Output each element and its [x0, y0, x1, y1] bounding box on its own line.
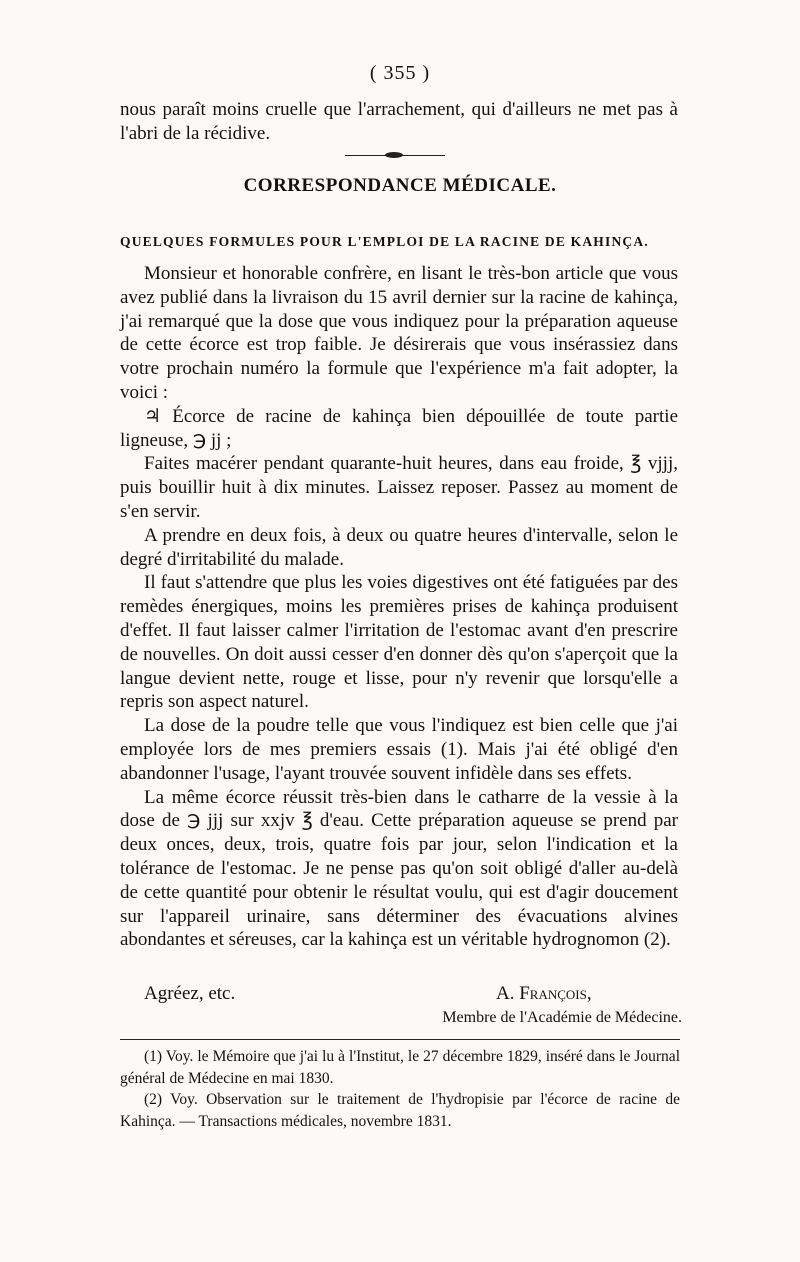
- author-role: Membre de l'Académie de Médecine.: [442, 1009, 682, 1026]
- footnotes: [120, 1046, 680, 1132]
- page-number: ( 355 ): [369, 62, 431, 84]
- paragraph-powder: La dose de la poudre telle que vous l'indiquez est bien celle que j'ai employée lors de mes premiers essais (1). Mais j'ai été obligé d'en abandonner l'usage, l'ayant trouvée souvent infidèle dans ses effets.: [120, 715, 678, 784]
- article-title: QUELQUES FORMULES POUR L'EMPLOI DE LA RACINE DE KAHINÇA.: [120, 234, 649, 249]
- footnote-1: (1) Voy. le Mémoire que j'ai lu à l'Institut, le 27 décembre 1829, inséré dans le Journal général de Médecine en mai 1830.: [120, 1048, 680, 1087]
- closing-formula: Agréez, etc.: [144, 983, 236, 1004]
- footnote-separator: [120, 1039, 680, 1040]
- ornamental-rule: [345, 155, 445, 156]
- paragraph-salutation: Monsieur et honorable confrère, en lisant le très-bon article que vous avez publié dans la livraison du 15 avril dernier sur la racine de kahinça, j'ai remarqué que la dose que vous indiquez pour la préparation aqueuse de cette écorce est trop faible. Je désirerais que vous insérassiez dans votre prochain numéro la formule que l'expérience m'a fait adopter, la voici :: [120, 263, 678, 403]
- footnote-2: (2) Voy. Observation sur le traitement de l'hydropisie par l'écorce de racine de Kahinça. — Transactions médicales, novembre 1831.: [120, 1091, 680, 1130]
- intro-paragraph: nous paraît moins cruelle que l'arrachement, qui d'ailleurs ne met pas à l'abri de la récidive.: [120, 99, 678, 144]
- paragraph-preparation: Faites macérer pendant quarante-huit heures, dans eau froide, ℥ vjjj, puis bouillir huit à dix minutes. Laissez reposer. Passez au moment de s'en servir.: [120, 453, 678, 522]
- author-name: A. François,: [496, 983, 592, 1004]
- article-body: [120, 262, 678, 952]
- paragraph-bladder: La même écorce réussit très-bien dans le catharre de la vessie à la dose de ℈ jjj sur xxjv ℥ d'eau. Cette préparation aqueuse se prend par deux onces, deux, trois, quatre fois par jour, selon l'indication et la tolérance de l'estomac. Je ne pense pas qu'on soit obligé d'aller au-delà de cette quantité pour obtenir le résultat voulu, qui est d'agir doucement sur l'appareil urinaire, sans déterminer des évacuations alvines abondantes et séreuses, car la kahinça est un véritable hydrognomon (2).: [120, 786, 678, 951]
- signature-block: [120, 982, 682, 1030]
- paragraph-dosage: A prendre en deux fois, à deux ou quatre heures d'intervalle, selon le degré d'irritabilité du malade.: [120, 524, 678, 570]
- paragraph-effects: Il faut s'attendre que plus les voies digestives ont été fatiguées par des remèdes énergiques, moins les premières prises de kahinça produisent d'effet. Il faut laisser calmer l'irritation de l'estomac avant d'en prescrire de nouvelles. On doit aussi cesser d'en donner dès qu'on s'aperçoit que la langue devient nette, rouge et lisse, pour n'y revenir que lorsqu'elle a repris son aspect naturel.: [120, 572, 678, 713]
- section-title: CORRESPONDANCE MÉDICALE.: [243, 175, 557, 196]
- paragraph-recipe: ♃ Écorce de racine de kahinça bien dépouillée de toute partie ligneuse, ℈ jj ;: [120, 405, 678, 451]
